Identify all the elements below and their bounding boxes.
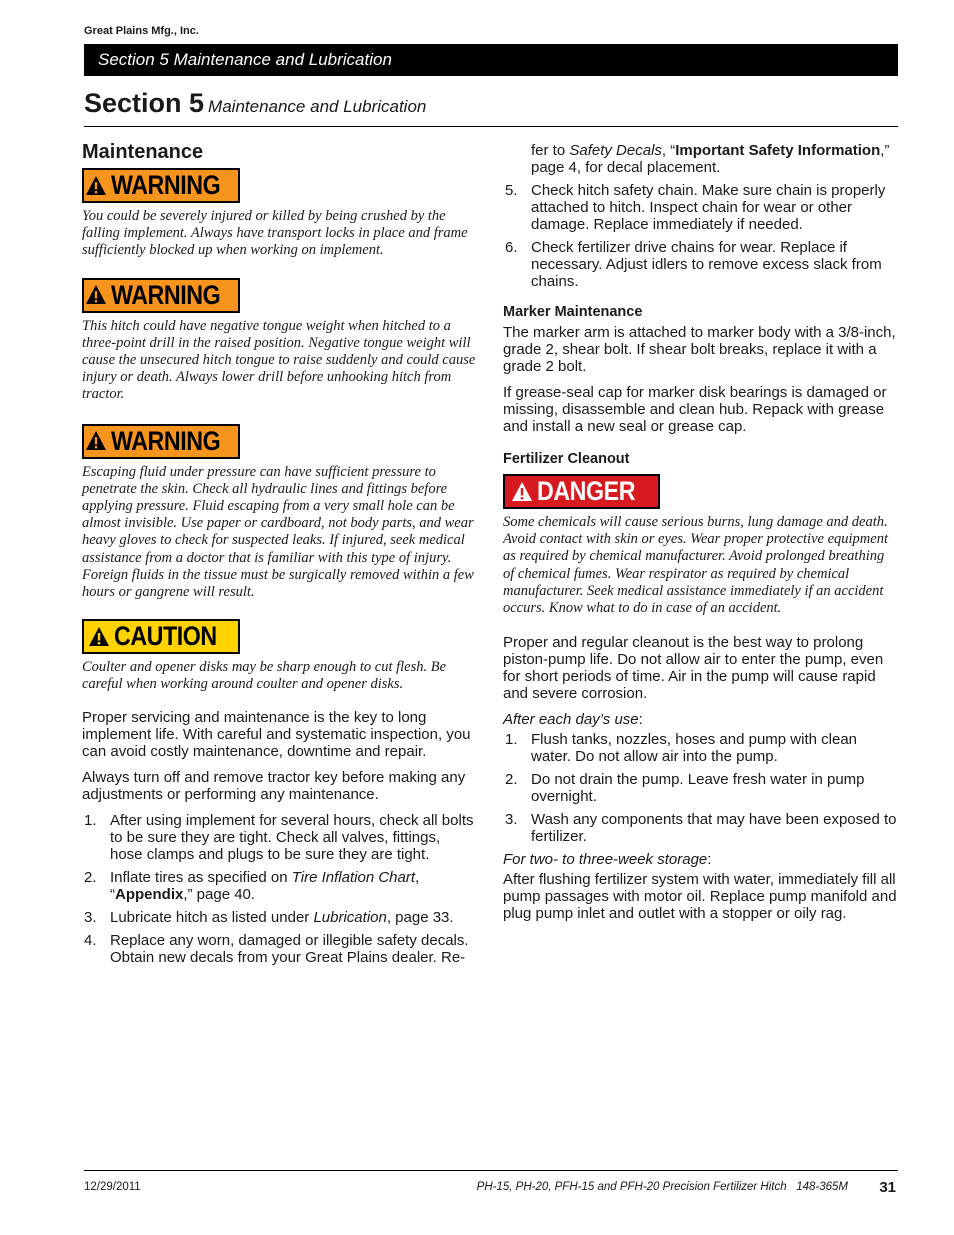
step-text: Flush tanks, nozzles, hoses and pump with clean water. Do not allow air into the pump. [531, 731, 858, 766]
danger-sign [503, 474, 660, 509]
xref-appendix[interactable]: Appendix [115, 885, 184, 903]
marker-paragraph-2: If grease-seal cap for marker disk bearings is damaged or missing, disassemble and clean hub. Repack with grease and install a new seal or grease cap. [503, 384, 887, 435]
step-number: 2. [84, 868, 97, 886]
warning-label: WARNING [110, 170, 220, 200]
hazard-warning-fluid [82, 424, 476, 602]
list-item [503, 771, 898, 805]
list-item [503, 239, 898, 290]
maintenance-heading: Maintenance [82, 141, 204, 163]
footer-title: PH-15, PH-20, PFH-15 and PFH-20 Precision Fertilizer Hitch 148-365M [476, 1181, 848, 1193]
step-number: 3. [505, 811, 518, 829]
storage-label-text: For two- to three-week storage [503, 851, 708, 869]
footer-rule [84, 1170, 898, 1171]
hazard-text: You could be severely injured or killed by being crushed by the falling implement. Always have transport locks in place and frame sufficiently blocked up when working on implement. [82, 208, 468, 259]
paragraph-tractor-key: Always turn off and remove tractor key before making any adjustments or performing any maintenance. [82, 768, 466, 803]
list-item [503, 731, 898, 765]
step-text-pre: Inflate tires as specified on [110, 868, 292, 886]
marker-maintenance-heading: Marker Maintenance [503, 304, 643, 320]
section-banner: Section 5 Maintenance and Lubrication [84, 44, 898, 76]
after-each-day-text: After each day’s use [503, 711, 639, 729]
hazard-caution-disks [82, 619, 476, 693]
list-item [82, 932, 476, 966]
caution-triangle-icon [88, 626, 110, 648]
footer-date: 12/29/2011 [84, 1181, 141, 1193]
list-item [82, 812, 476, 863]
step-number: 4. [84, 931, 97, 949]
xref-safety-decals[interactable]: Safety Decals [569, 142, 662, 159]
step-number: 2. [505, 771, 518, 789]
warning-sign [82, 278, 240, 313]
list-item [82, 869, 476, 903]
step-number: 6. [505, 239, 518, 256]
step-text-mid: , “ [661, 142, 676, 159]
step-text-pre: fer to [531, 142, 570, 159]
step-text: After using implement for several hours, check all bolts to be sure they are tight. Check all valves, fittings, hose clamps and plugs to be sure they are tight. [110, 811, 474, 863]
warning-label: WARNING [110, 425, 220, 456]
step-text-post: ,” page 40. [183, 885, 256, 903]
warning-triangle-icon [85, 430, 107, 452]
step-number: 3. [84, 908, 97, 926]
list-item [503, 182, 898, 233]
step-number: 1. [84, 811, 97, 829]
maintenance-steps-continued [503, 182, 898, 290]
hazard-warning-tongue [82, 278, 476, 404]
section-subtitle: Maintenance and Lubrication [208, 97, 427, 116]
caution-label: CAUTION [114, 621, 218, 652]
step-number: 5. [505, 182, 518, 199]
step-text: Wash any components that may have been exposed to fertilizer. [531, 811, 897, 846]
cleanout-paragraph: Proper and regular cleanout is the best way to prolong piston-pump life. Do not allow air to enter the pump, even for short periods of time. Air in the pump will cause rapid and severe corrosion. [503, 634, 884, 703]
company-name: Great Plains Mfg., Inc. [84, 25, 199, 37]
list-item [503, 811, 898, 845]
storage-label: For two- to three-week storage: [503, 851, 712, 869]
caution-sign [82, 619, 240, 654]
hazard-text: This hitch could have negative tongue weight when hitched to a three-point drill in the raised position. Negative tongue weight will cause the unsecured hitch tongue to raise suddenly and could cause injury or death. Always lower drill before unhooking hitch from tractor. [82, 317, 476, 403]
danger-label: DANGER [537, 476, 636, 506]
warning-label: WARNING [110, 279, 220, 310]
step-text-post: , page 33. [386, 908, 454, 926]
danger-text: Some chemicals will cause serious burns, lung damage and death. Avoid contact with skin or eyes. Wear proper protective equipment as required by chemical manufacturer. Avoid prolonged breathing of chemical fumes. Wear respirator as required by chemical manufacturer. Seek medical assistance immediately if an accident occurs. Know what to do in case of an accident. [503, 514, 888, 617]
warning-triangle-icon [85, 175, 107, 197]
daily-cleanout-steps [503, 731, 898, 845]
step-text: Replace any worn, damaged or illegible safety decals. Obtain new decals from your Great Plains dealer. Re- [110, 931, 469, 966]
section-number: Section 5 [84, 88, 205, 118]
danger-triangle-icon [511, 481, 533, 503]
step-text: Do not drain the pump. Leave fresh water in pump overnight. [531, 771, 865, 806]
after-each-day-label: After each day’s use: [503, 711, 643, 729]
warning-sign [82, 168, 240, 203]
warning-sign [82, 424, 240, 459]
hazard-text: Escaping fluid under pressure can have sufficient pressure to penetrate the skin. Check all hydraulic lines and fittings before applying pressure. Fluid escaping from a very small hole can be almost invisible. Use paper or cardboard, not body parts, and wear heavy gloves to check for suspected leaks. If injured, seek medical assistance from a doctor that is familiar with this type of injury. Foreign fluids in the tissue must be surgically removed within a few hours or gangrene will result. [82, 463, 474, 601]
page-number: 31 [879, 1179, 896, 1196]
storage-paragraph: After flushing fertilizer system with water, immediately fill all pump passages with motor oil. Replace pump manifold and plug pump inlet and outlet with a stopper or oily rag. [503, 871, 897, 923]
section-rule [84, 126, 898, 127]
left-column [82, 140, 476, 972]
xref-lubrication[interactable]: Lubrication [313, 908, 387, 926]
list-item [82, 909, 476, 926]
step-text-post: ,” page 4, for decal placement. [531, 142, 890, 176]
step-text: Check hitch safety chain. Make sure chain is properly attached to hitch. Inspect chain for wear or other damage. Replace immediately if needed. [531, 182, 886, 233]
step-4-continued [503, 142, 898, 176]
section-heading [84, 88, 898, 119]
hazard-text: Coulter and opener disks may be sharp enough to cut flesh. Be careful when working around coulter and opener disks. [82, 659, 447, 693]
maintenance-steps [82, 812, 476, 966]
step-number: 1. [505, 731, 518, 749]
warning-triangle-icon [85, 284, 107, 306]
marker-paragraph-1: The marker arm is attached to marker body with a 3/8-inch, grade 2, shear bolt. If shear bolt breaks, replace it with a grade 2 bolt. [503, 324, 896, 375]
fertilizer-cleanout-heading: Fertilizer Cleanout [503, 451, 630, 467]
hazard-warning-crush [82, 168, 476, 260]
right-column [503, 142, 898, 922]
step-text: Check fertilizer drive chains for wear. Replace if necessary. Adjust idlers to remove excess slack from chains. [531, 239, 882, 290]
step-text-pre: Lubricate hitch as listed under [110, 908, 314, 926]
xref-important-safety-information[interactable]: Important Safety Information [675, 142, 881, 159]
xref-tire-inflation-chart[interactable]: Tire Inflation Chart [291, 868, 416, 886]
step-text-mid: , “ [110, 868, 420, 903]
paragraph-servicing: Proper servicing and maintenance is the key to long implement life. With careful and systematic inspection, you can avoid costly maintenance, downtime and repair. [82, 708, 471, 760]
